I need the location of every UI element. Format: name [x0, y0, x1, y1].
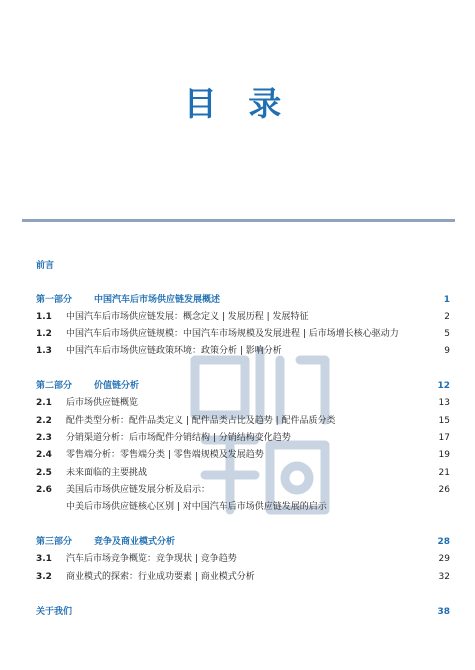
toc-item[interactable] [36, 344, 450, 358]
section-number: 2.6 [36, 485, 52, 495]
section-number: 1.2 [36, 329, 52, 339]
toc-item[interactable] [36, 552, 450, 566]
page-number: 17 [438, 433, 450, 443]
toc-item[interactable] [36, 414, 450, 428]
toc-item[interactable] [36, 396, 450, 410]
section-title: 后市场供应链概览 [66, 398, 139, 408]
page-number: 12 [437, 381, 450, 391]
preface-link[interactable]: 前言 [36, 261, 55, 271]
about-label: 关于我们 [36, 607, 73, 617]
section-number: 3.2 [36, 572, 52, 582]
toc-item[interactable] [36, 310, 450, 324]
page-number: 29 [438, 554, 450, 564]
page-number: 32 [438, 572, 450, 582]
toc-item[interactable] [36, 327, 450, 341]
page-number: 28 [437, 537, 450, 547]
part-label: 第三部分 [36, 537, 73, 547]
title-divider [22, 219, 455, 222]
toc-about[interactable] [36, 605, 450, 619]
toc-part-3[interactable] [36, 535, 450, 549]
toc-part-1[interactable] [36, 293, 450, 307]
page-number: 1 [443, 295, 450, 305]
section-number: 2.2 [36, 416, 52, 426]
part-title: 竞争及商业模式分析 [94, 537, 176, 547]
section-title: 商业模式的探索：行业成功要素 | 商业模式分析 [66, 572, 255, 582]
section-number: 2.1 [36, 398, 52, 408]
toc-item[interactable] [36, 431, 450, 445]
toc-item[interactable] [36, 466, 450, 480]
section-number: 2.5 [36, 468, 52, 478]
section-title: 中国汽车后市场供应链发展：概念定义 | 发展历程 | 发展特征 [66, 312, 309, 322]
part-label: 第二部分 [36, 381, 73, 391]
page-number: 5 [444, 329, 450, 339]
page-number: 38 [437, 607, 450, 617]
part-label: 第一部分 [36, 295, 73, 305]
section-title: 零售端分析：零售端分类 | 零售端规模及发展趋势 [66, 450, 264, 460]
section-number: 2.4 [36, 450, 52, 460]
section-number: 1.1 [36, 312, 52, 322]
section-number: 2.3 [36, 433, 52, 443]
page-number: 21 [438, 468, 450, 478]
section-number: 1.3 [36, 346, 52, 356]
toc-item[interactable] [36, 570, 450, 584]
toc-item[interactable] [36, 483, 450, 497]
toc-part-2[interactable] [36, 379, 450, 393]
section-title: 汽车后市场竞争概览：竞争现状 | 竞争趋势 [66, 554, 237, 564]
section-title: 分销渠道分析：后市场配件分销结构 | 分销结构变化趋势 [66, 433, 291, 443]
part-title: 中国汽车后市场供应链发展概述 [94, 295, 221, 305]
section-title: 配件类型分析：配件品类定义 | 配件品类占比及趋势 | 配件品质分类 [66, 416, 336, 426]
part-title: 价值链分析 [94, 381, 140, 391]
page-number: 26 [438, 485, 450, 495]
section-subtitle: 中美后市场供应链核心区别 | 对中国汽车后市场供应链发展的启示 [66, 502, 327, 512]
toc-title: 目 录 [183, 84, 292, 123]
section-number: 3.1 [36, 554, 52, 564]
page-number: 13 [438, 398, 450, 408]
section-title: 中国汽车后市场供应链政策环境：政策分析 | 影响分析 [66, 346, 282, 356]
page-number: 15 [438, 416, 450, 426]
page-number: 2 [444, 312, 450, 322]
section-title: 中国汽车后市场供应链规模：中国汽车市场规模及发展进程 | 后市场增长核心驱动力 [66, 329, 399, 339]
section-title: 未来面临的主要挑战 [66, 468, 148, 478]
toc-item[interactable] [36, 448, 450, 462]
section-title: 美国后市场供应链发展分析及启示： [66, 485, 211, 495]
page-number: 19 [438, 450, 450, 460]
page-number: 9 [444, 346, 450, 356]
